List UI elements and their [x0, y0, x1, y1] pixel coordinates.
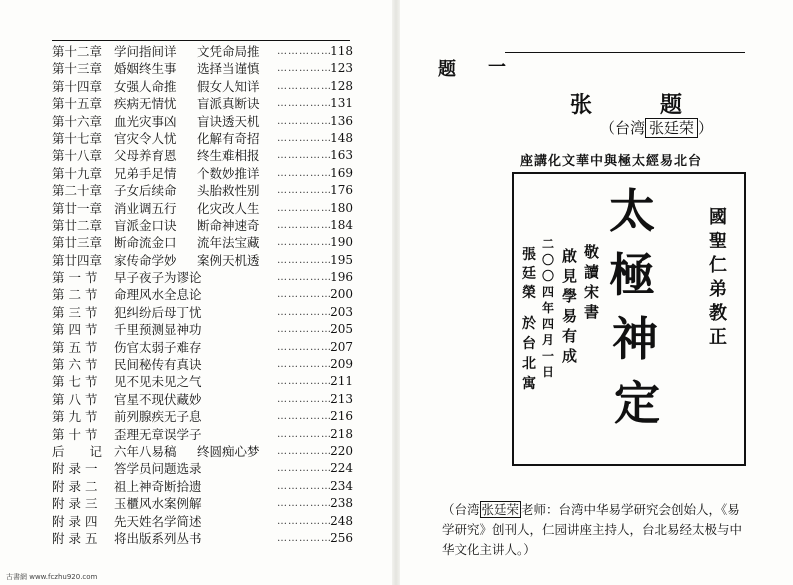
toc-top-rule: [52, 40, 350, 41]
toc-subtitle: 终生难相报: [197, 148, 260, 164]
academy-heading: 座講化文華中與極太經易北台: [520, 154, 703, 169]
toc-chapter: 后 记: [52, 443, 103, 459]
toc-title: 命理风水全息论: [114, 287, 202, 303]
toc-page-number: 196: [330, 270, 353, 285]
toc-chapter: 附 录 三: [52, 496, 98, 512]
toc-row: [52, 147, 362, 164]
toc-leader: ……………: [277, 150, 332, 162]
toc-chapter: 第十九章: [52, 165, 103, 181]
toc-row: [52, 43, 362, 60]
calligraphy-char-4: 定: [614, 376, 660, 430]
toc-row: [52, 60, 362, 77]
caption-prefix: （台湾: [442, 502, 480, 517]
toc-subtitle: 化解有奇招: [197, 130, 260, 146]
toc-row: [52, 356, 362, 373]
toc-row: [52, 408, 362, 425]
toc-page-number: 234: [330, 478, 353, 493]
toc-row: [52, 252, 362, 269]
toc-subtitle: 文凭命局推: [197, 44, 260, 59]
toc-subtitle: 终圆痴心梦: [197, 443, 260, 459]
toc-leader: ……………: [277, 185, 332, 197]
toc-leader: ……………: [277, 324, 332, 336]
toc-page-number: 195: [330, 252, 353, 267]
toc-chapter: 第廿三章: [52, 235, 103, 251]
watermark: 古書網 www.fczhu920.com: [6, 573, 98, 581]
toc-title: 疾病无情忧: [114, 96, 177, 112]
toc-page-number: 128: [330, 78, 353, 93]
toc-page-number: 213: [330, 391, 353, 406]
toc-page-number: 123: [330, 61, 353, 76]
toc-chapter: 第 十 节: [52, 426, 98, 442]
toc-subtitle: 案例天机透: [197, 252, 260, 268]
toc-page-number: 163: [330, 148, 353, 163]
toc-row: [52, 391, 362, 408]
toc-row: [52, 530, 362, 547]
toc-title: 官星不现伏藏妙: [114, 391, 202, 407]
toc-chapter: 第 七 节: [52, 374, 98, 390]
toc-leader: ……………: [277, 46, 332, 57]
toc-leader: ……………: [277, 445, 332, 457]
toc-subtitle: 头胎救性别: [197, 183, 260, 199]
toc-chapter: 第廿一章: [52, 200, 103, 216]
toc-title: 早子夜子为谬论: [114, 270, 202, 286]
toc-title: 兄弟手足情: [114, 165, 177, 181]
toc-row: [52, 495, 362, 512]
toc-leader: ……………: [277, 132, 332, 144]
toc-chapter: 第 三 节: [52, 304, 98, 320]
origin-suffix: ）: [698, 119, 714, 137]
toc-chapter: 第廿二章: [52, 217, 103, 233]
calligraphy-signature: 張廷榮: [522, 247, 536, 301]
toc-row: [52, 165, 362, 182]
toc-row: [52, 443, 362, 460]
calligraphy-char-1: 太: [609, 184, 655, 238]
toc-page-number: 224: [330, 461, 353, 476]
toc-row: [52, 234, 362, 251]
toc-subtitle: 选择当谨慎: [197, 61, 260, 77]
toc-chapter: 第十四章: [52, 78, 103, 94]
calligraphy-location: 於台北寓: [522, 316, 536, 392]
toc-chapter: 第十六章: [52, 113, 103, 129]
toc-leader: ……………: [277, 237, 332, 249]
toc-chapter: 第十二章: [52, 44, 103, 59]
caption-body: 老师：台湾中华易学研究会创始人，《易学研究》创刊人，仁园讲座主持人，台北易经太极与中华文化主讲人。）: [442, 502, 743, 557]
toc-title: 官灾令人忧: [114, 130, 177, 146]
toc-chapter: 第 九 节: [52, 409, 98, 425]
origin-prefix: （台湾: [600, 119, 646, 137]
toc-title: 家传命学妙: [114, 252, 177, 268]
toc-page-number: 180: [330, 200, 353, 215]
toc-page-number: 148: [330, 130, 353, 145]
calligraphy-line-1: 敬讀宋書: [584, 243, 600, 321]
toc-title: 消业调五行: [114, 200, 177, 216]
toc-subtitle: 盲诀透天机: [197, 113, 260, 129]
toc-row: [52, 339, 362, 356]
inscription-word: 题: [660, 92, 683, 118]
toc-row: [52, 269, 362, 286]
toc-chapter: 第十七章: [52, 130, 103, 146]
toc-page-number: 256: [330, 530, 353, 545]
toc-page-number: 207: [330, 339, 353, 354]
toc-leader: ……………: [277, 359, 332, 371]
toc-leader: ……………: [277, 480, 332, 492]
calligraphy-date: 二〇〇四年四月一日: [542, 237, 555, 379]
toc-page-number: 238: [330, 496, 353, 511]
toc-title: 父母养育恩: [114, 148, 177, 164]
toc-title: 盲派金口诀: [114, 217, 177, 233]
toc-title: 民间秘传有真诀: [114, 357, 202, 373]
toc-title: 答学员问题选录: [114, 461, 202, 477]
toc-title: 伤官太弱子难存: [114, 339, 202, 355]
toc-subtitle: 流年法宝藏: [197, 235, 260, 251]
toc-leader: ……………: [277, 376, 332, 388]
toc-chapter: 第 六 节: [52, 357, 98, 373]
toc-chapter: 第 五 节: [52, 339, 98, 355]
toc-page-number: 200: [330, 287, 353, 302]
inscriber-surname: 张: [570, 92, 593, 118]
toc-leader: ……………: [277, 515, 332, 527]
toc-subtitle: 假女人知详: [197, 78, 260, 94]
inscription-label: 题: [438, 59, 456, 80]
toc-leader: ……………: [277, 63, 332, 75]
toc-leader: ……………: [277, 393, 332, 405]
toc-page-number: 190: [330, 235, 353, 250]
calligraphy-char-3: 神: [612, 312, 658, 366]
toc-chapter: 第廿四章: [52, 252, 103, 268]
calligraphy-line-2: 啟見學易有成: [562, 247, 578, 365]
inscription-number: 一: [488, 57, 506, 78]
toc-title: 将出版系列丛书: [114, 530, 202, 546]
toc-page-number: 136: [330, 113, 353, 128]
toc-page-number: 209: [330, 357, 353, 372]
toc-title: 犯纠纷后母丁忧: [114, 304, 202, 320]
toc-page-number: 203: [330, 304, 353, 319]
toc-title: 先天姓名学简述: [114, 513, 202, 529]
toc-row: [52, 321, 362, 338]
toc-title: 婚姻终生事: [114, 61, 177, 77]
toc-title: 血光灾事凶: [114, 113, 177, 129]
toc-page-number: 216: [330, 409, 353, 424]
toc-chapter: 附 录 二: [52, 478, 98, 494]
origin-name-boxed: 张廷荣: [645, 118, 698, 138]
toc-row: [52, 478, 362, 495]
toc-page-number: 211: [330, 374, 353, 389]
toc-row: [52, 130, 362, 147]
toc-page-number: 169: [330, 165, 353, 180]
toc-chapter: 附 录 四: [52, 513, 98, 529]
toc-subtitle: 断命神速奇: [197, 217, 260, 233]
inscription-rule: [505, 52, 745, 53]
toc-page-number: 218: [330, 426, 353, 441]
toc-row: [52, 95, 362, 112]
toc-row: [52, 460, 362, 477]
toc-leader: ……………: [277, 463, 332, 475]
toc-leader: ……………: [277, 498, 332, 510]
toc-leader: ……………: [277, 428, 332, 440]
toc-chapter: 第十三章: [52, 61, 103, 77]
toc-title: 祖上神奇断拾遗: [114, 478, 202, 494]
toc-leader: ……………: [277, 341, 332, 353]
toc-title: 六年八易稿: [114, 443, 177, 459]
toc-subtitle: 盲派真断诀: [197, 96, 260, 112]
table-of-contents: [52, 43, 362, 547]
toc-row: [52, 304, 362, 321]
toc-row: [52, 113, 362, 130]
toc-leader: ……………: [277, 98, 332, 110]
toc-leader: ……………: [277, 202, 332, 214]
inscriber-origin: [600, 117, 713, 138]
toc-row: [52, 373, 362, 390]
toc-page-number: 131: [330, 96, 353, 111]
toc-title: 学问指间详: [114, 44, 177, 59]
toc-row: [52, 78, 362, 95]
toc-leader: ……………: [277, 411, 332, 423]
toc-leader: ……………: [277, 306, 332, 318]
toc-row: [52, 426, 362, 443]
toc-page-number: 184: [330, 217, 353, 232]
toc-page-number: 118: [330, 44, 353, 58]
toc-page-number: 176: [330, 183, 353, 198]
toc-title: 女强人命推: [114, 78, 177, 94]
toc-title: 玉櫃风水案例解: [114, 496, 202, 512]
caption-name-boxed: 张廷荣: [481, 502, 520, 517]
toc-chapter: 附 录 五: [52, 530, 98, 546]
toc-chapter: 附 录 一: [52, 461, 98, 477]
toc-chapter: 第二十章: [52, 183, 103, 199]
toc-page-number: 248: [330, 513, 353, 528]
toc-leader: ……………: [277, 115, 332, 127]
toc-title: 千里预测显神功: [114, 322, 202, 338]
toc-row: [52, 200, 362, 217]
toc-leader: ……………: [277, 219, 332, 231]
toc-title: 子女后续命: [114, 183, 177, 199]
toc-title: 断命流金口: [114, 235, 177, 251]
toc-chapter: 第十五章: [52, 96, 103, 112]
toc-leader: ……………: [277, 167, 332, 179]
toc-title: 见不见未见之气: [114, 374, 202, 390]
toc-page-number: 205: [330, 322, 353, 337]
toc-leader: ……………: [277, 289, 332, 301]
toc-title: 前列腺疾无子息: [114, 409, 202, 425]
toc-row: [52, 286, 362, 303]
calligraphy-char-2: 極: [609, 248, 655, 302]
calligraphy-dedication: 國聖仁弟教正: [709, 207, 727, 348]
toc-subtitle: 个数妙推详: [197, 165, 260, 181]
toc-subtitle: 化灾改人生: [197, 200, 260, 216]
toc-chapter: 第十八章: [52, 148, 103, 164]
toc-leader: ……………: [277, 254, 332, 266]
toc-chapter: 第 四 节: [52, 322, 98, 338]
toc-leader: ……………: [277, 532, 332, 544]
toc-chapter: 第 一 节: [52, 270, 98, 286]
toc-leader: ……………: [277, 272, 332, 284]
toc-leader: ……………: [277, 80, 332, 92]
toc-row: [52, 217, 362, 234]
toc-chapter: 第 八 节: [52, 391, 98, 407]
toc-title: 歪理无章误学子: [114, 426, 202, 442]
toc-row: [52, 513, 362, 530]
toc-page-number: 220: [330, 443, 353, 458]
calligraphy-frame: [512, 172, 746, 466]
inscription-caption: [442, 500, 742, 560]
toc-chapter: 第 二 节: [52, 287, 98, 303]
toc-row: [52, 182, 362, 199]
